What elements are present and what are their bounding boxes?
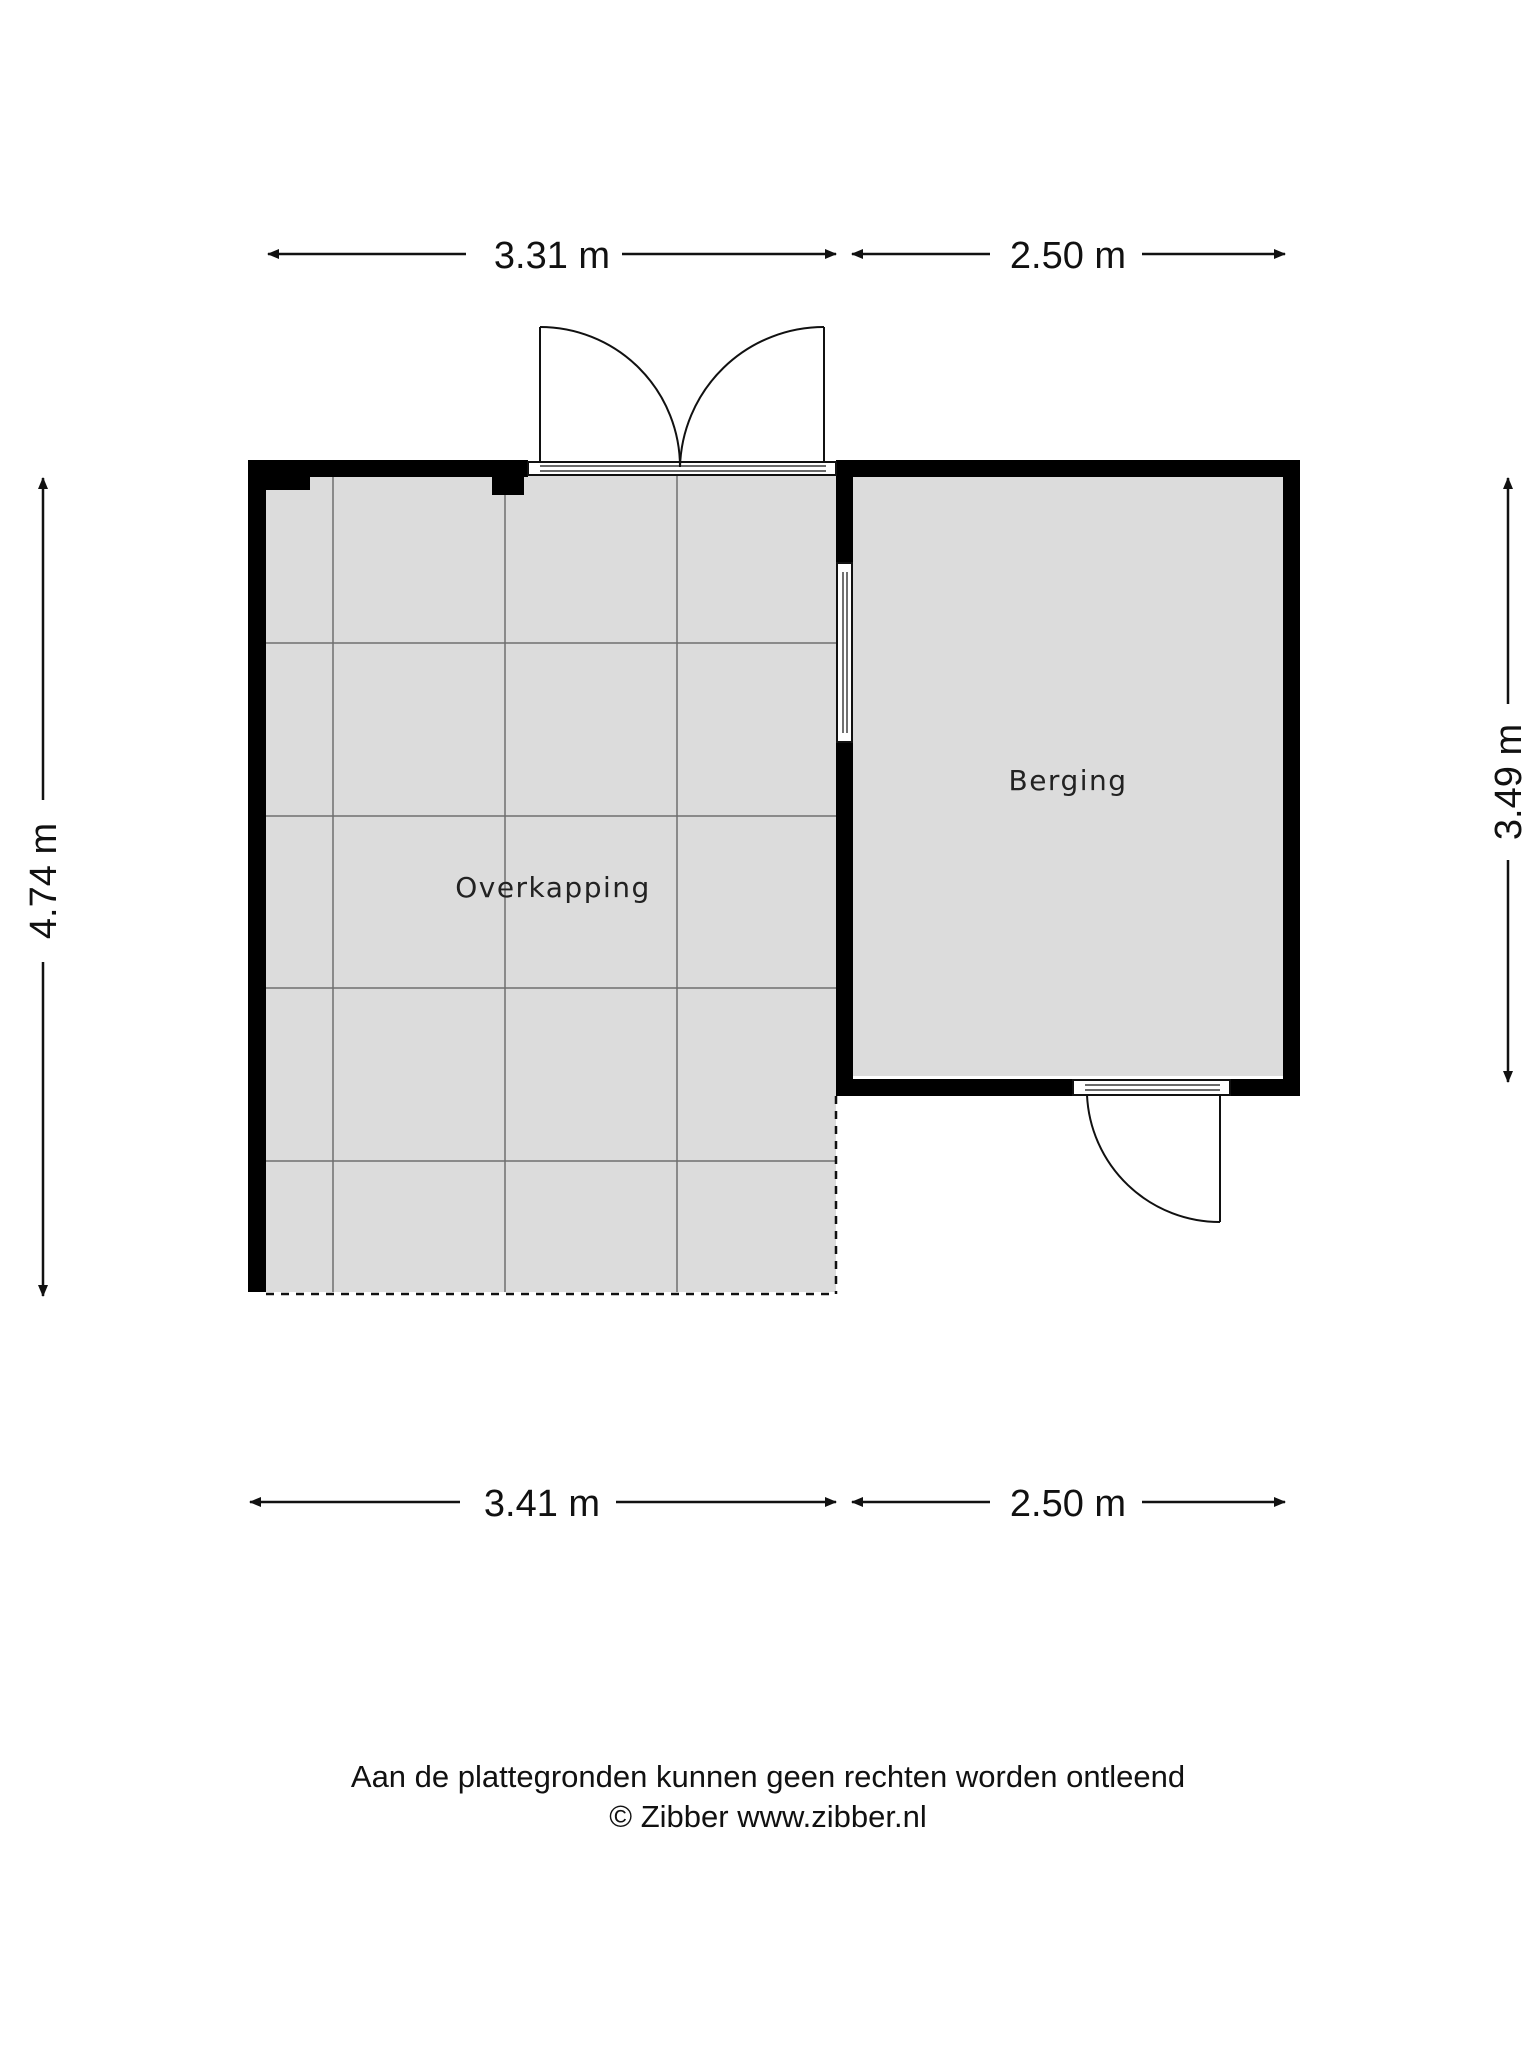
copyright-text: © Zibber www.zibber.nl xyxy=(609,1799,927,1834)
wall-block xyxy=(266,476,310,490)
wall-block xyxy=(492,476,524,495)
window xyxy=(837,563,852,742)
dim-bottom-right: 2.50 m xyxy=(1009,1483,1127,1525)
double-door xyxy=(528,327,836,475)
room-label-berging: Berging xyxy=(1008,764,1128,797)
dim-top-left: 3.31 m xyxy=(493,235,611,277)
dim-top-right: 2.50 m xyxy=(1009,235,1127,277)
room-label-overkapping: Overkapping xyxy=(455,871,651,904)
disclaimer-text: Aan de plattegronden kunnen geen rechten worden ontleend xyxy=(350,1759,1186,1794)
dim-left-side: 4.74 m xyxy=(23,822,65,940)
dim-right-side: 3.49 m xyxy=(1488,723,1530,841)
dim-bottom-left: 3.41 m xyxy=(483,1483,601,1525)
berging-door xyxy=(1073,1080,1230,1222)
